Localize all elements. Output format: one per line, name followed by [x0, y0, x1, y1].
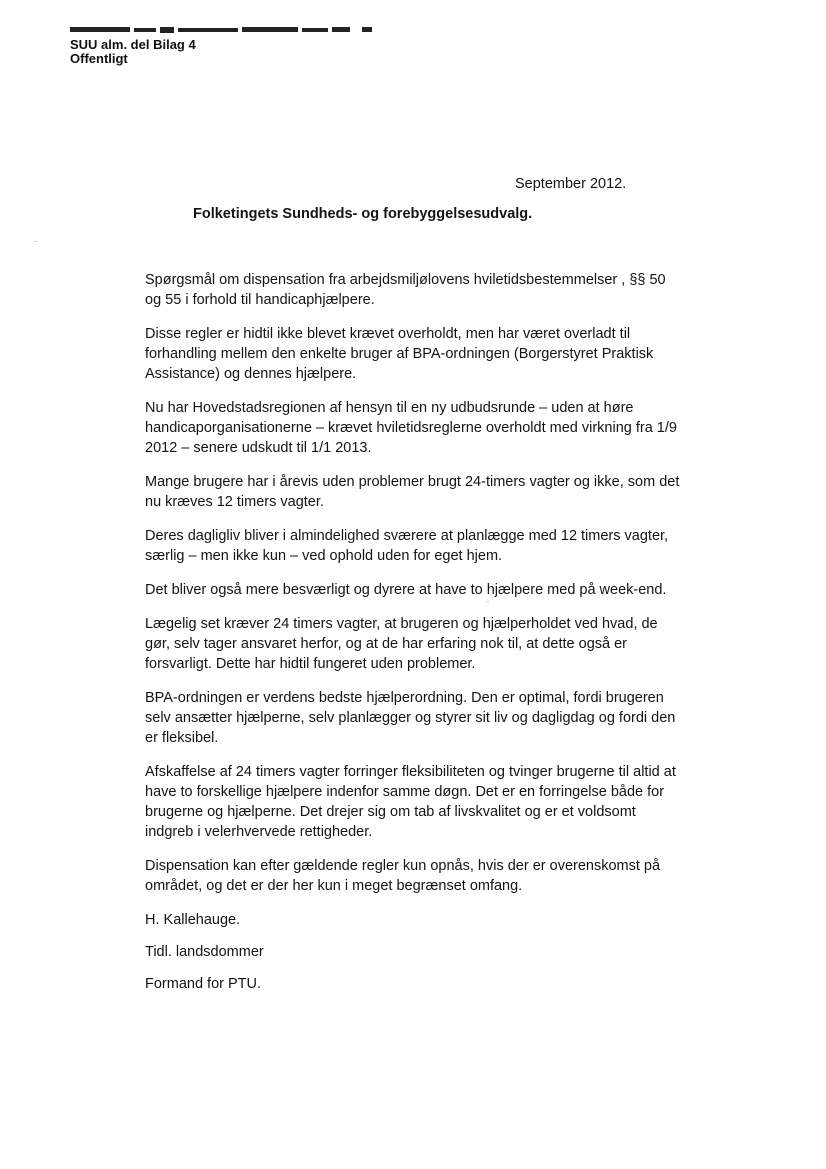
paragraph: Mange brugere har i årevis uden problemer brugt 24-timers vagter og ikke, som det nu kræves 12 timers vagter.: [145, 474, 680, 510]
paragraph: Disse regler er hidtil ikke blevet krævet overholdt, men har været overladt til forhandling mellem den enkelte bruger af BPA-ordningen (Borgerstyret Praktisk Assistance) og dennes hjælpere.: [145, 326, 654, 382]
signature-title: Tidl. landsdommer: [145, 944, 264, 960]
paragraph: Nu har Hovedstadsregionen af hensyn til en ny udbudsrunde – uden at høre handicaporganisationerne – krævet hviletidsreglerne overholdt med virkning fra 1/9 2012 – senere udskudt til 1/1 2013.: [145, 400, 677, 456]
letter-date: September 2012.: [515, 176, 627, 192]
paragraph: Dispensation kan efter gældende regler kun opnås, hvis der er overenskomst på området, og det er der her kun i meget begrænset omfang.: [145, 858, 661, 894]
signature-role: Formand for PTU.: [145, 976, 262, 992]
paragraph: Spørgsmål om dispensation fra arbejdsmiljølovens hviletidsbestemmelser , §§ 50 og 55 i forhold til handicaphjælpere.: [145, 272, 666, 308]
scan-speck: [34, 241, 37, 242]
recipient-heading: Folketingets Sundheds- og forebyggelsesudvalg.: [193, 206, 533, 222]
paragraph: BPA-ordningen er verdens bedste hjælperordning. Den er optimal, fordi brugeren selv ansætter hjælperne, selv planlægger og styrer sit liv og dagligdag og fordi den er fleksibel.: [145, 690, 676, 746]
paragraph: Afskaffelse af 24 timers vagter forringer fleksibiliteten og tvinger brugerne til altid at have to forskellige hjælpere indenfor samme døgn. Det er en forringelse både for brugerne og hjælperne. Det drejer sig om tab af livskvalitet og er et voldsomt indgreb i velerhvervede rettigheder.: [145, 764, 676, 840]
signature-name: H. Kallehauge.: [145, 912, 241, 928]
stamp-reference: SUU alm. del Bilag 4: [70, 37, 196, 52]
stamp-status: Offentligt: [70, 51, 128, 66]
paragraph: Lægelig set kræver 24 timers vagter, at brugeren og hjælperholdet ved hvad, de gør, selv tager ansvaret herfor, og at de har erfaring nok til, at dette også er forsvarligt. Dette har hidtil fungeret uden problemer.: [145, 616, 658, 672]
cropped-stamp-text: [70, 26, 380, 36]
letter-body: [145, 270, 685, 1006]
paragraph: Det bliver også mere besværligt og dyrere at have to hjælpere med på week-end.: [145, 582, 667, 598]
scan-speck: [486, 601, 489, 602]
paragraph: Deres dagligliv bliver i almindelighed sværere at planlægge med 12 timers vagter, særlig – men ikke kun – ved ophold uden for eget hjem.: [145, 528, 669, 564]
